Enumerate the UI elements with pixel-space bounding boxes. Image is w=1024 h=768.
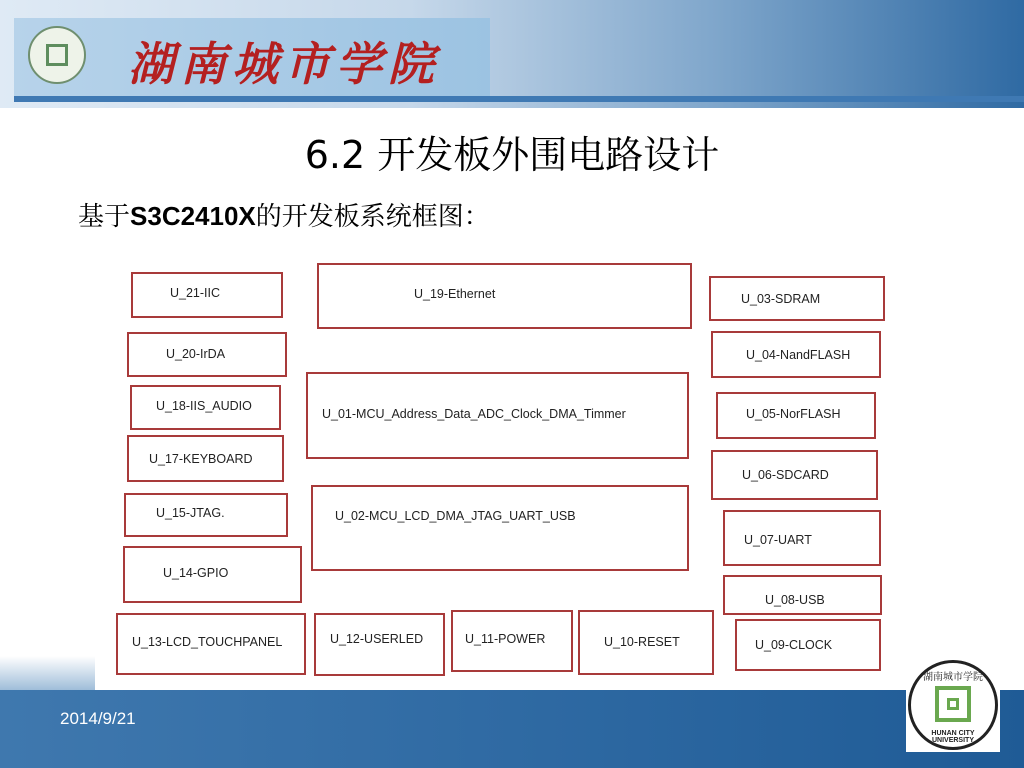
- header-divider: [14, 96, 1024, 102]
- block-label: U_03-SDRAM: [741, 292, 821, 306]
- subtitle-prefix: 基于: [78, 202, 131, 232]
- block-u19-ethernet: [317, 263, 692, 329]
- subtitle-suffix: 的开发板系统框图：: [255, 202, 490, 232]
- block-label: U_08-USB: [765, 593, 825, 607]
- logo-top-text: 湖南城市学院: [923, 672, 983, 683]
- block-u13-lcd-touchpanel: [116, 613, 306, 675]
- block-u03-sdram: [709, 276, 885, 321]
- logo-mark: [935, 686, 971, 722]
- slide-header: [0, 0, 1024, 108]
- block-u15-jtag: [124, 493, 288, 537]
- block-label: U_18-IIS_AUDIO: [156, 399, 252, 413]
- block-label: U_14-GPIO: [163, 566, 229, 580]
- block-label: U_21-IIC: [170, 286, 221, 300]
- block-label: U_02-MCU_LCD_DMA_JTAG_UART_USB: [335, 509, 576, 523]
- block-u02-mcu-lcd: [311, 485, 689, 571]
- block-u17-keyboard: [127, 435, 284, 482]
- block-label: U_17-KEYBOARD: [149, 452, 253, 466]
- block-label: U_07-UART: [744, 533, 812, 547]
- university-logo-icon: [906, 658, 1000, 752]
- block-label: U_13-LCD_TOUCHPANEL: [132, 635, 283, 649]
- block-label: U_12-USERLED: [330, 632, 424, 646]
- block-u04-nandflash: [711, 331, 881, 378]
- block-diagram: [94, 247, 912, 690]
- block-label: U_05-NorFLASH: [746, 407, 841, 421]
- block-u10-reset: [578, 610, 714, 675]
- block-label: U_09-CLOCK: [755, 638, 833, 652]
- block-u11-power: [451, 610, 573, 672]
- block-u21-iic: [131, 272, 283, 318]
- block-label: U_01-MCU_Address_Data_ADC_Clock_DMA_Timmer: [322, 407, 626, 421]
- block-u09-clock: [735, 619, 881, 671]
- slide-subtitle: [78, 196, 490, 233]
- block-label: U_10-RESET: [604, 635, 680, 649]
- block-u01-mcu-address: [306, 372, 689, 459]
- block-u05-norflash: [716, 392, 876, 439]
- school-name-banner: 湖南城市学院: [128, 37, 440, 91]
- slide-date: 2014/9/21: [60, 709, 136, 728]
- footer-fade: [0, 656, 95, 690]
- block-label: U_11-POWER: [465, 632, 546, 646]
- school-emblem-icon: [28, 26, 86, 84]
- block-u08-usb: [723, 575, 882, 615]
- block-u14-gpio: [123, 546, 302, 603]
- block-label: U_04-NandFLASH: [746, 348, 851, 362]
- subtitle-chip-name: S3C2410X: [130, 201, 256, 231]
- logo-bottom-text: HUNAN CITY UNIVERSITY: [931, 730, 975, 744]
- block-u12-userled: [314, 613, 445, 676]
- block-u18-iis-audio: [130, 385, 281, 430]
- block-label: U_15-JTAG.: [156, 506, 225, 520]
- block-label: U_20-IrDA: [166, 347, 226, 361]
- block-u06-sdcard: [711, 450, 878, 500]
- slide-title: 6.2 开发板外围电路设计: [304, 133, 720, 177]
- block-label: U_06-SDCARD: [742, 468, 829, 482]
- block-u20-irda: [127, 332, 287, 377]
- block-u07-uart: [723, 510, 881, 566]
- block-label: U_19-Ethernet: [414, 287, 496, 301]
- slide-footer: [0, 690, 1024, 768]
